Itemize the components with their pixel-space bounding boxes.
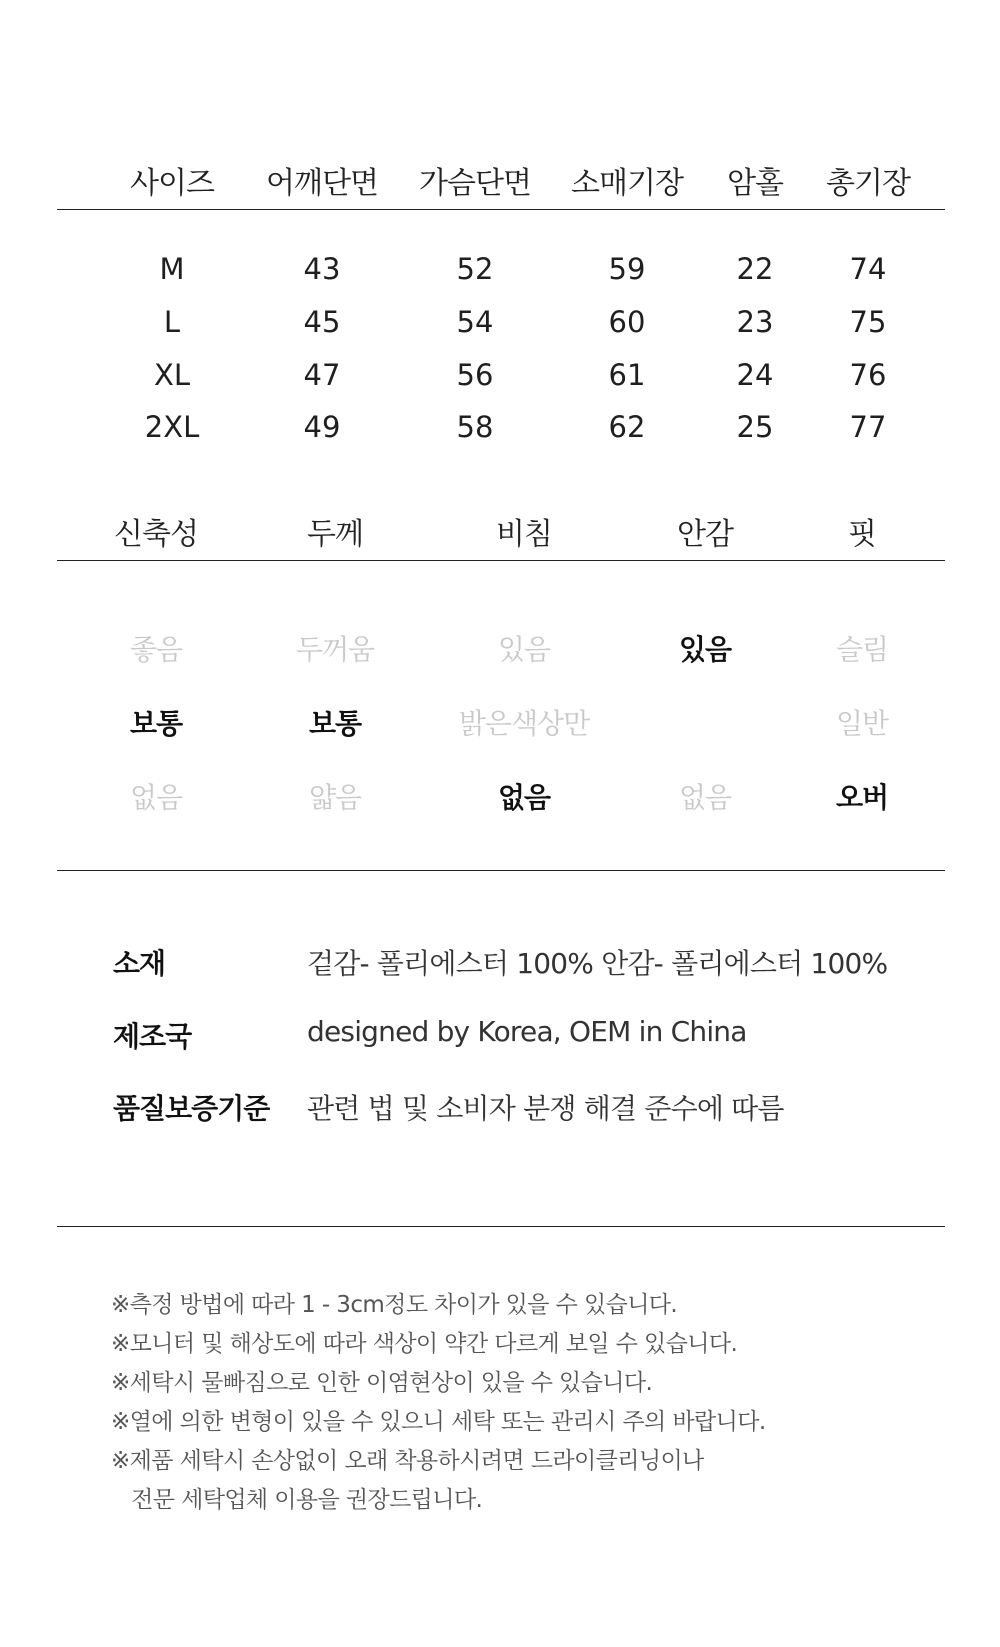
info-value-warranty: 관련 법 및 소비자 분쟁 해결 준수에 따름 xyxy=(307,1092,784,1125)
attr-header-lining: 안감 xyxy=(677,517,733,552)
attr-option-selected: 있음 xyxy=(678,633,732,666)
table-cell: 2XL xyxy=(144,410,200,444)
table-cell: 60 xyxy=(608,305,646,339)
section-divider xyxy=(57,870,945,871)
size-header-sleeve: 소매기장 xyxy=(571,166,683,201)
attr-header-thickness: 두께 xyxy=(307,517,363,552)
size-header-shoulder: 어깨단면 xyxy=(266,166,378,201)
info-value-material: 겉감- 폴리에스터 100% 안감- 폴리에스터 100% xyxy=(307,947,888,980)
table-cell: 45 xyxy=(303,305,341,339)
note-line: ※세탁시 물빠짐으로 인한 이염현상이 있을 수 있습니다. xyxy=(111,1370,653,1396)
note-line: ※측정 방법에 따라 1 - 3cm정도 차이가 있을 수 있습니다. xyxy=(111,1292,678,1318)
attribute-table-divider xyxy=(57,560,945,561)
attr-option: 얇음 xyxy=(308,781,362,814)
table-cell: 22 xyxy=(736,252,774,286)
section-divider xyxy=(57,1226,945,1227)
attr-header-stretch: 신축성 xyxy=(114,517,198,552)
note-line: ※모니터 및 해상도에 따라 색상이 약간 다르게 보일 수 있습니다. xyxy=(111,1331,738,1357)
attr-option: 밝은색상만 xyxy=(458,707,590,740)
attr-option: 있음 xyxy=(497,633,551,666)
attr-option: 두꺼움 xyxy=(295,633,375,666)
table-cell: 77 xyxy=(849,410,887,444)
table-cell: 75 xyxy=(849,305,887,339)
table-cell: 61 xyxy=(608,358,646,392)
attr-option: 일반 xyxy=(835,707,889,740)
attr-option: 좋음 xyxy=(129,633,183,666)
note-line: 전문 세탁업체 이용을 권장드립니다. xyxy=(111,1487,483,1513)
size-header-chest: 가슴단면 xyxy=(419,166,531,201)
attr-option-selected: 오버 xyxy=(835,781,889,814)
info-label-origin: 제조국 xyxy=(113,1020,192,1053)
table-cell: XL xyxy=(153,358,191,392)
attr-header-fit: 핏 xyxy=(848,517,876,552)
size-header-armhole: 암홀 xyxy=(727,166,783,201)
table-cell: 49 xyxy=(303,410,341,444)
attr-option: 없음 xyxy=(678,781,732,814)
table-cell: 25 xyxy=(736,410,774,444)
table-cell: 24 xyxy=(736,358,774,392)
attr-option: 없음 xyxy=(129,781,183,814)
info-value-origin: designed by Korea, OEM in China xyxy=(307,1015,747,1048)
table-cell: 74 xyxy=(849,252,887,286)
table-cell: 23 xyxy=(736,305,774,339)
attr-option-selected: 보통 xyxy=(129,707,183,740)
table-cell: 62 xyxy=(608,410,646,444)
attr-option-selected: 보통 xyxy=(308,707,362,740)
note-line: ※열에 의한 변형이 있을 수 있으니 세탁 또는 관리시 주의 바랍니다. xyxy=(111,1409,766,1435)
table-cell: 52 xyxy=(456,252,494,286)
size-header-length: 총기장 xyxy=(826,166,910,201)
table-cell: 43 xyxy=(303,252,341,286)
table-cell: M xyxy=(159,252,185,286)
size-header-size: 사이즈 xyxy=(130,166,214,201)
attr-option: 슬림 xyxy=(835,633,889,666)
table-cell: 54 xyxy=(456,305,494,339)
attr-header-seethrough: 비침 xyxy=(496,517,552,552)
table-cell: 47 xyxy=(303,358,341,392)
table-cell: 56 xyxy=(456,358,494,392)
attr-option-selected: 없음 xyxy=(497,781,551,814)
size-table-divider xyxy=(57,209,945,210)
note-line: ※제품 세탁시 손상없이 오래 착용하시려면 드라이클리닝이나 xyxy=(111,1448,704,1474)
table-cell: L xyxy=(163,305,181,339)
info-label-warranty: 품질보증기준 xyxy=(113,1092,270,1125)
table-cell: 76 xyxy=(849,358,887,392)
table-cell: 58 xyxy=(456,410,494,444)
table-cell: 59 xyxy=(608,252,646,286)
info-label-material: 소재 xyxy=(113,947,166,980)
